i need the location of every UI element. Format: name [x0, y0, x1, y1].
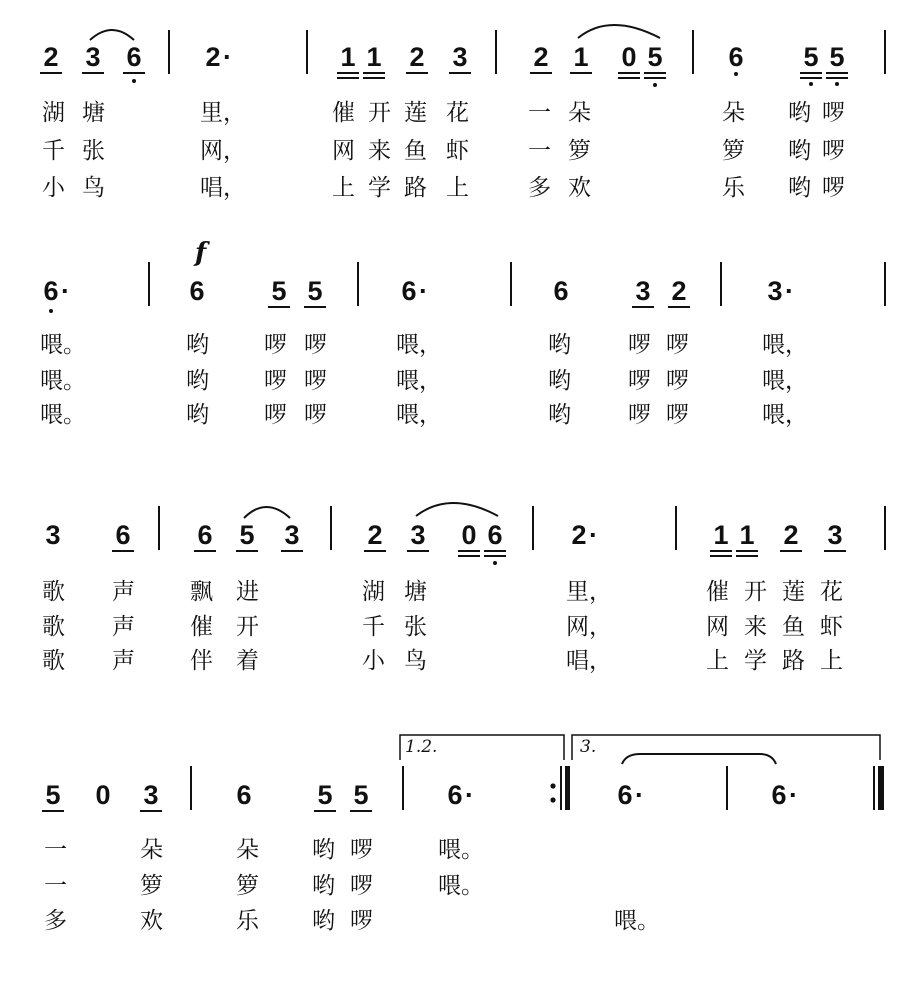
lyric: 湖: [42, 100, 65, 126]
lyric: 张: [82, 138, 105, 164]
note: 5: [268, 276, 290, 306]
note: 1: [337, 42, 359, 72]
lyric: 里，: [566, 579, 612, 605]
lyric: 花: [446, 100, 469, 126]
note: 5: [350, 780, 372, 810]
lyric: 喂。: [438, 873, 484, 899]
note: 3: [767, 276, 783, 306]
slur: [244, 507, 290, 518]
lyric: 哟: [788, 175, 811, 201]
lyric: 啰: [666, 332, 689, 358]
lyric: 箩: [140, 873, 163, 899]
lyric: 朵: [140, 837, 163, 863]
note: 1: [570, 42, 592, 72]
note: 5: [314, 780, 336, 810]
lyric: 开: [368, 100, 391, 126]
note: 1: [710, 520, 732, 550]
note: 0: [95, 780, 111, 810]
lyric: 哟: [548, 332, 571, 358]
note: 6: [40, 276, 62, 306]
lyric: 啰: [304, 368, 327, 394]
lyric: 网: [332, 138, 355, 164]
note: 6: [123, 42, 145, 72]
lyric: 啰: [666, 402, 689, 428]
lyric: 进: [236, 579, 259, 605]
lyric: 啰: [666, 368, 689, 394]
lyric: 喂。: [438, 837, 484, 863]
note: 6: [112, 520, 134, 550]
lyric: 朵: [722, 100, 745, 126]
lyric: 学: [368, 175, 391, 201]
note: 3: [140, 780, 162, 810]
lyric: 来: [368, 138, 391, 164]
lyric: 里，: [200, 100, 246, 126]
note: 3: [632, 276, 654, 306]
lyric: 箩: [236, 873, 259, 899]
note: 3: [82, 42, 104, 72]
lyric: 啰: [350, 873, 373, 899]
lyric: 小: [42, 175, 65, 201]
lyric: 着: [236, 648, 259, 674]
lyric: 哟: [186, 332, 209, 358]
lyric: 喂，: [762, 332, 808, 358]
note: 3: [281, 520, 303, 550]
note: 3: [45, 520, 61, 550]
note: 0: [458, 520, 480, 550]
note: 6: [617, 780, 633, 810]
augmentation-dot: ·: [419, 276, 428, 306]
lyric: 鱼: [782, 614, 805, 640]
lyric: 啰: [264, 332, 287, 358]
lyric: 乐: [722, 175, 745, 201]
tie: [622, 754, 776, 764]
note: 0: [618, 42, 640, 72]
lyric: 声: [112, 648, 135, 674]
note: 6: [725, 42, 747, 72]
lyric: 多: [44, 908, 67, 934]
lyric: 声: [112, 614, 135, 640]
note: 6: [447, 780, 463, 810]
lyric: 鸟: [82, 175, 105, 201]
lyric: 喂，: [396, 368, 442, 394]
lyric: 歌: [42, 614, 65, 640]
lyric: 哟: [312, 837, 335, 863]
lyric: 乐: [236, 908, 259, 934]
note: 5: [826, 42, 848, 72]
lyric: 一: [44, 873, 67, 899]
note: 2: [668, 276, 690, 306]
lyric: 啰: [264, 402, 287, 428]
dynamic-marking: f: [195, 238, 207, 268]
lyric: 喂。: [40, 368, 86, 394]
lyric: 啰: [822, 175, 845, 201]
note: 3: [449, 42, 471, 72]
note: 6: [236, 780, 252, 810]
final-barline-thick: [878, 766, 884, 810]
note: 5: [236, 520, 258, 550]
lyric: 一: [44, 837, 67, 863]
lyric: 多: [528, 175, 551, 201]
augmentation-dot: ·: [589, 520, 598, 550]
note: 6: [401, 276, 417, 306]
lyric: 网: [706, 614, 729, 640]
note: 2: [571, 520, 587, 550]
note: 6: [553, 276, 569, 306]
lyric: 哟: [548, 402, 571, 428]
lyric: 鱼: [404, 138, 427, 164]
augmentation-dot: ·: [465, 780, 474, 810]
lyric: 花: [820, 579, 843, 605]
lyric: 一: [528, 100, 551, 126]
lyric: 网，: [566, 614, 612, 640]
note: 2: [205, 42, 221, 72]
lyric: 哟: [312, 908, 335, 934]
repeat-barline-thick: [565, 766, 570, 810]
lyric: 唱，: [200, 175, 246, 201]
volta-label: 1.2.: [405, 737, 438, 757]
lyric: 一: [528, 138, 551, 164]
lyric: 喂。: [40, 332, 86, 358]
lyric: 啰: [628, 402, 651, 428]
lyric: 朵: [568, 100, 591, 126]
lyric: 箩: [568, 138, 591, 164]
lyric: 莲: [404, 100, 427, 126]
lyric: 喂，: [396, 332, 442, 358]
lyric: 开: [744, 579, 767, 605]
lyric: 催: [706, 579, 729, 605]
lyric: 上: [332, 175, 355, 201]
note: 2: [40, 42, 62, 72]
augmentation-dot: ·: [635, 780, 644, 810]
slur: [90, 30, 134, 40]
lyric: 哟: [312, 873, 335, 899]
lyric: 学: [744, 648, 767, 674]
lyric: 虾: [446, 138, 469, 164]
lyric: 千: [42, 138, 65, 164]
lyric: 喂，: [762, 402, 808, 428]
lyric: 路: [404, 175, 427, 201]
lyric: 塘: [404, 579, 427, 605]
note: 2: [406, 42, 428, 72]
lyric: 啰: [350, 837, 373, 863]
lyric: 歌: [42, 648, 65, 674]
lyric: 啰: [264, 368, 287, 394]
lyric: 上: [446, 175, 469, 201]
note: 5: [304, 276, 326, 306]
lyric: 欢: [140, 908, 163, 934]
augmentation-dot: ·: [789, 780, 798, 810]
lyric: 哟: [186, 368, 209, 394]
lyric: 啰: [304, 402, 327, 428]
lyric: 啰: [822, 138, 845, 164]
note: 3: [407, 520, 429, 550]
note: 1: [736, 520, 758, 550]
lyric: 啰: [304, 332, 327, 358]
lyric: 喂。: [40, 402, 86, 428]
volta-label: 3.: [580, 737, 597, 757]
note: 2: [530, 42, 552, 72]
lyric: 湖: [362, 579, 385, 605]
note: 6: [189, 276, 205, 306]
repeat-dot: [550, 797, 555, 802]
lyric: 喂。: [614, 908, 660, 934]
volta-bracket-1: [400, 735, 564, 760]
lyric: 虾: [820, 614, 843, 640]
note: 1: [363, 42, 385, 72]
lyric: 唱，: [566, 648, 612, 674]
lyric: 箩: [722, 138, 745, 164]
lyric: 喂，: [762, 368, 808, 394]
lyric: 啰: [822, 100, 845, 126]
lyric: 伴: [190, 648, 213, 674]
note: 5: [800, 42, 822, 72]
lyric: 哟: [186, 402, 209, 428]
slur: [578, 25, 660, 38]
note: 6: [771, 780, 787, 810]
note: 5: [644, 42, 666, 72]
augmentation-dot: ·: [785, 276, 794, 306]
lyric: 来: [744, 614, 767, 640]
lyric: 路: [782, 648, 805, 674]
note: 6: [194, 520, 216, 550]
augmentation-dot: ·: [223, 42, 232, 72]
lyric: 欢: [568, 175, 591, 201]
lyric: 网，: [200, 138, 246, 164]
lyric: 喂，: [396, 402, 442, 428]
augmentation-dot: ·: [61, 276, 70, 306]
volta-bracket-2: [572, 735, 880, 760]
lyric: 催: [332, 100, 355, 126]
note: 6: [484, 520, 506, 550]
lyric: 塘: [82, 100, 105, 126]
lyric: 张: [404, 614, 427, 640]
lyric: 哟: [788, 138, 811, 164]
lyric: 上: [706, 648, 729, 674]
lyric: 哟: [548, 368, 571, 394]
lyric: 哟: [788, 100, 811, 126]
lyric: 催: [190, 614, 213, 640]
lyric: 莲: [782, 579, 805, 605]
lyric: 啰: [628, 332, 651, 358]
lyric: 鸟: [404, 648, 427, 674]
lyric: 飘: [190, 579, 213, 605]
note: 3: [824, 520, 846, 550]
lyric: 声: [112, 579, 135, 605]
note: 2: [780, 520, 802, 550]
lyric: 朵: [236, 837, 259, 863]
lyric: 歌: [42, 579, 65, 605]
repeat-dot: [550, 783, 555, 788]
lyric: 千: [362, 614, 385, 640]
lyric: 上: [820, 648, 843, 674]
lyric: 啰: [350, 908, 373, 934]
lyric: 啰: [628, 368, 651, 394]
lyric: 小: [362, 648, 385, 674]
note: 5: [42, 780, 64, 810]
note: 2: [364, 520, 386, 550]
lyric: 开: [236, 614, 259, 640]
slur: [416, 503, 498, 516]
